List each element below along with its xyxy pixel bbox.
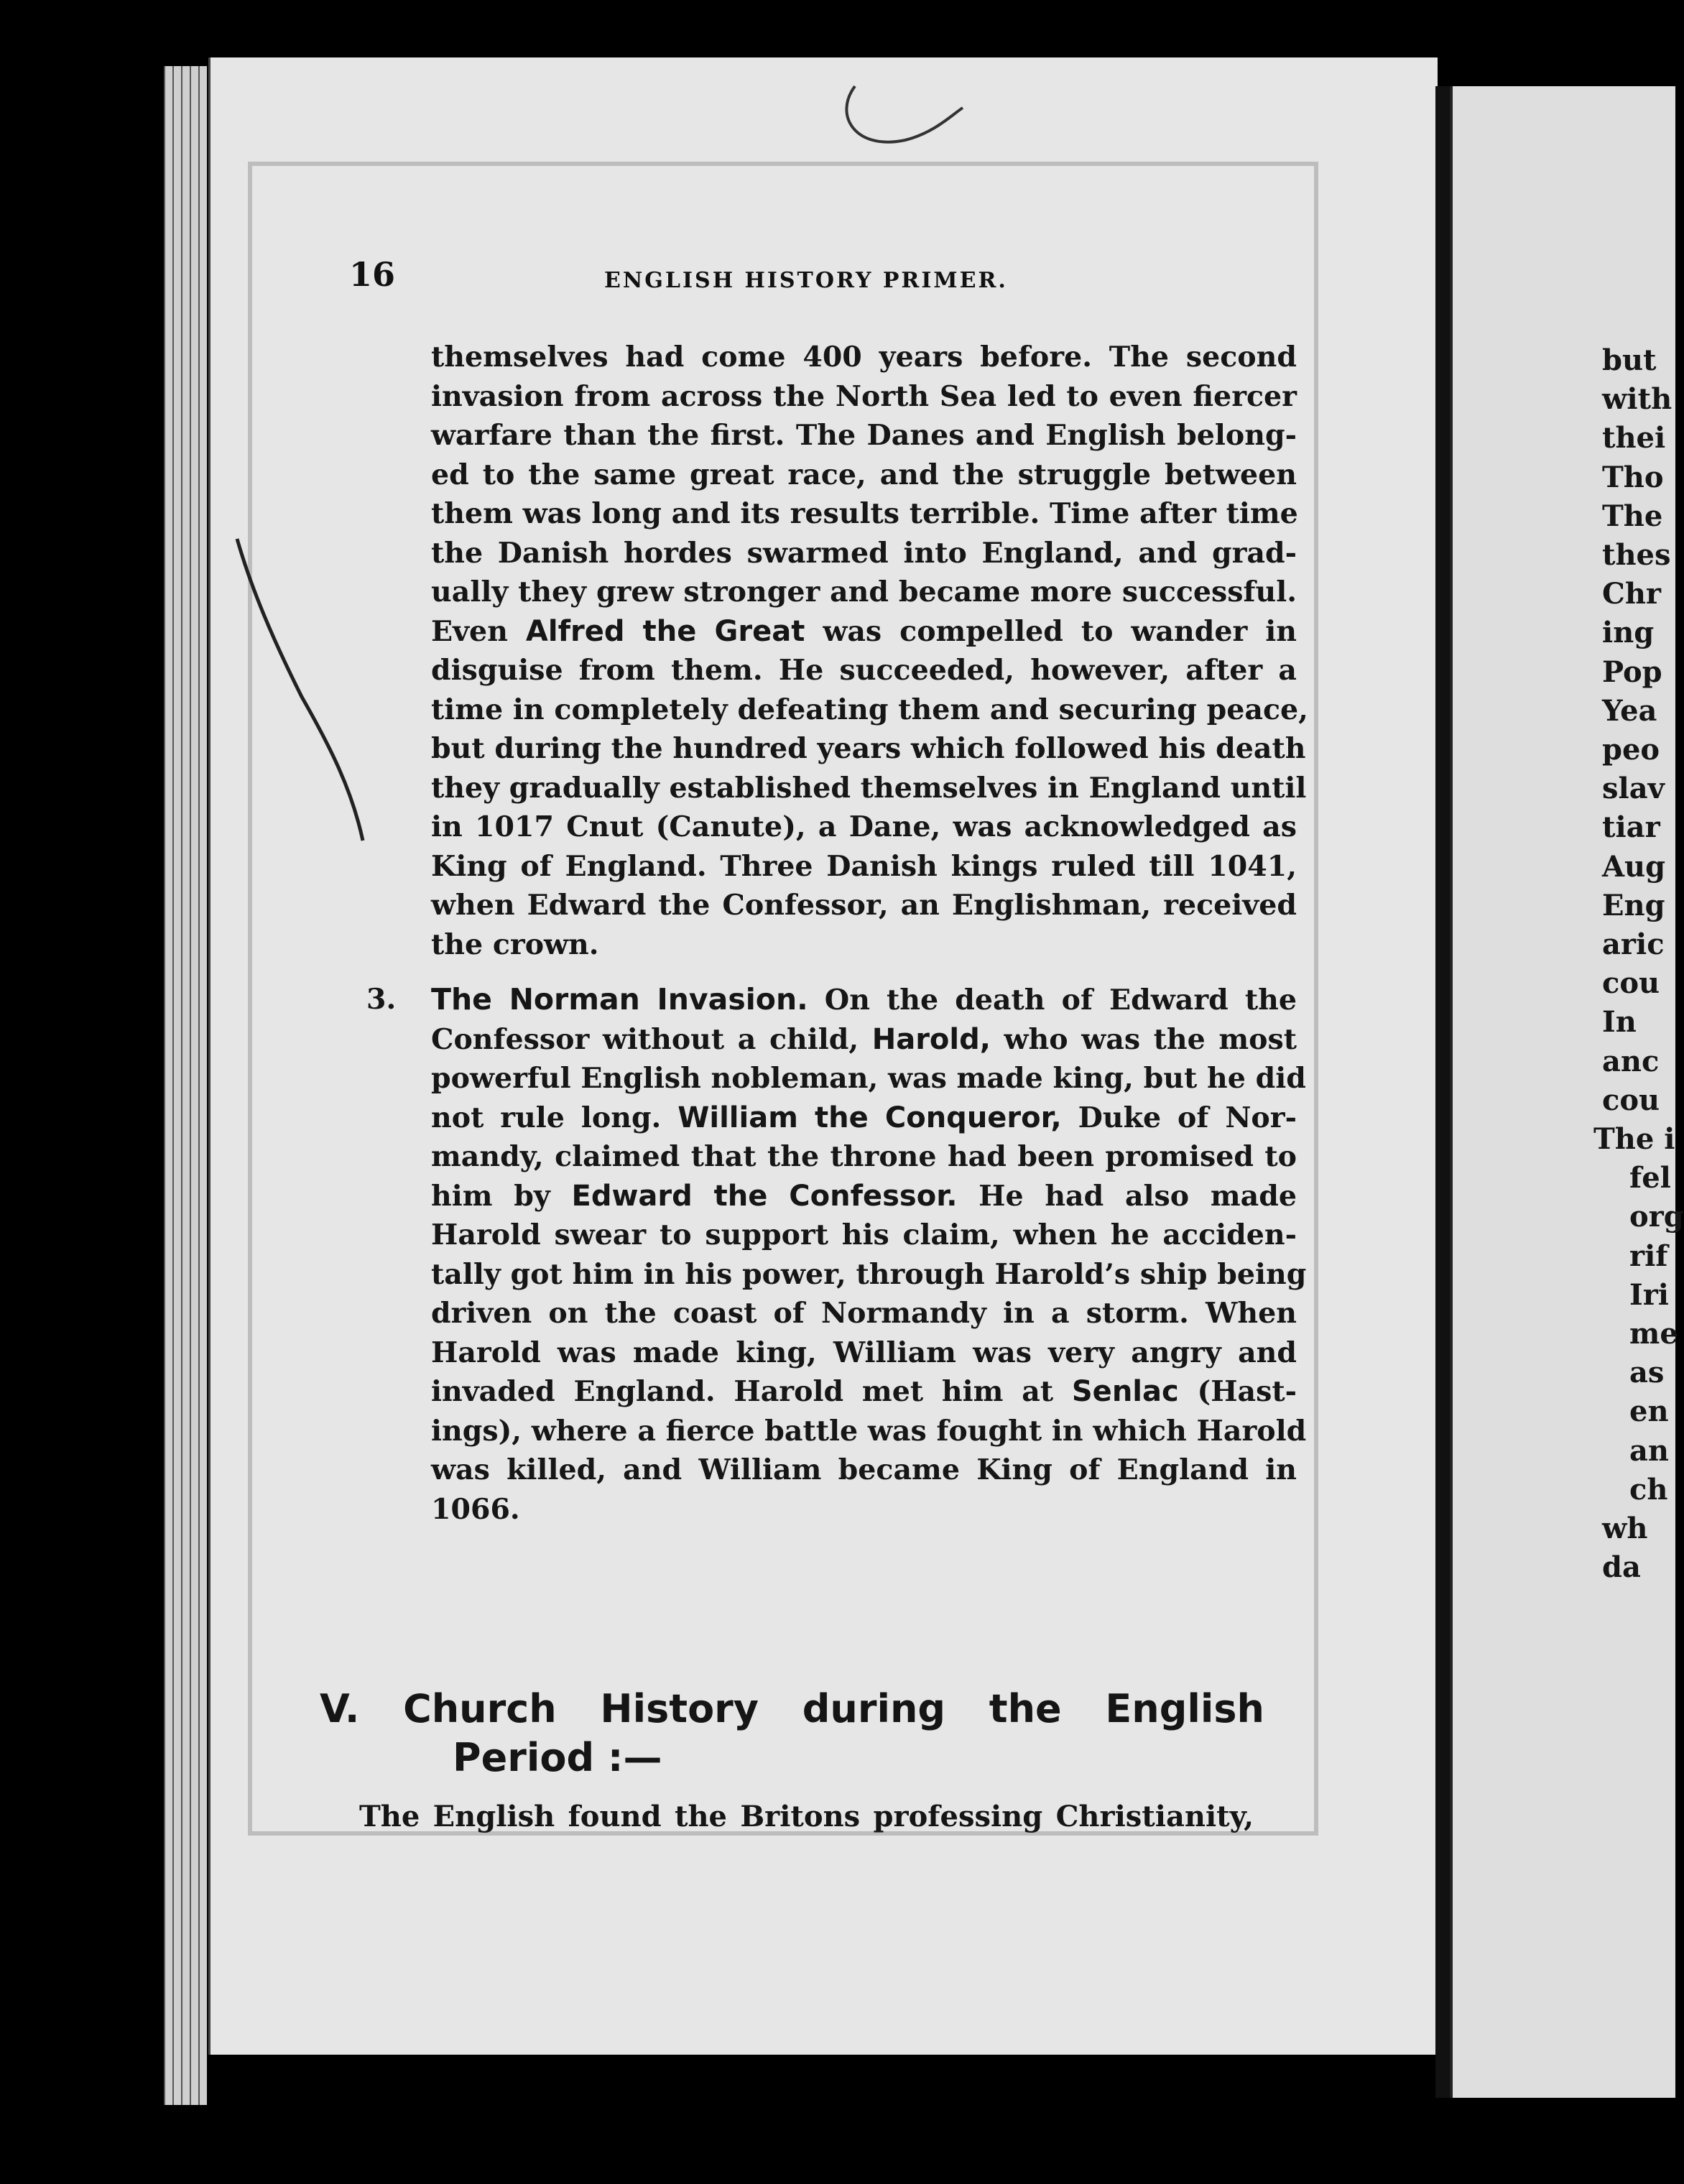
page-edge [198,66,207,2105]
right-page-fragment: cou [1602,966,1660,1001]
right-page-fragment: slav [1602,772,1665,806]
page-edge [172,66,181,2105]
emphasized-name: Harold, [871,1022,991,1056]
paragraph-line: time in completely defeating them and securing peace, [431,693,1308,726]
emphasized-name: Alfred the Great [525,614,805,648]
section-line: tally got him in his power, through Harold’s ship being [431,1257,1307,1291]
page-edge [164,66,172,2105]
right-page-text-fragments [1593,341,1684,1588]
section-line: Harold was made king, William was very angry and [431,1336,1297,1369]
paragraph-line: in 1017 Cnut (Canute), a Dane, was acknowledged as [431,810,1297,843]
section-line: him by Edward the Confessor. He had also made [431,1179,1297,1213]
page-number: 16 [349,255,396,294]
pencil-mark [826,72,970,151]
right-page-fragment: org [1629,1200,1684,1234]
section-number: 3. [366,983,397,1016]
heading-line-2: Period :— [453,1735,662,1780]
right-page-fragment: thes [1602,538,1671,573]
paragraph-line: when Edward the Confessor, an Englishman, received [431,889,1297,922]
right-page-fragment: wh [1602,1512,1648,1546]
section-norman-invasion-text [431,980,1307,1529]
page-edge [190,66,198,2105]
closing-line: The English found the Britons professing Christianity, [359,1800,1254,1833]
right-page-fragment: fel [1629,1161,1671,1195]
paragraph-line: the crown. [431,927,599,961]
right-page-fragment: en [1629,1394,1669,1429]
paragraph-line: Even Alfred the Great was compelled to wander in [431,614,1297,648]
section-line: Confessor without a child, Harold, who was the most [431,1022,1297,1056]
right-page-fragment: cou [1602,1083,1660,1117]
subsection-title: The Norman Invasion. [431,982,808,1017]
right-page-fragment: Chr [1602,577,1661,611]
section-heading-church-history [320,1685,1264,1782]
right-page-fragment: The i [1593,1122,1675,1157]
paragraph-line: disguise from them. He succeeded, however, after a [431,654,1297,687]
page-edge [181,66,190,2105]
book-gutter [1435,86,1450,2098]
right-page-fragment: Aug [1602,849,1666,884]
right-page-fragment: Pop [1602,654,1662,689]
section-line: 1066. [431,1492,520,1526]
right-page-fragment: but [1602,343,1657,377]
section-line: powerful English nobleman, was made king, but he did [431,1062,1306,1095]
right-page-fragment: Yea [1602,693,1657,728]
right-page-fragment: In [1602,1005,1637,1040]
section-line: ings), where a fierce battle was fought in which Harold [431,1414,1307,1448]
paragraph-line: ually they grew stronger and became more successful. [431,575,1297,609]
section-line: Harold swear to support his claim, when he acciden- [431,1218,1297,1251]
right-page-fragment: anc [1602,1044,1660,1078]
right-page-fragment: thei [1602,421,1666,455]
section-line: The Norman Invasion. On the death of Edward the [431,982,1297,1017]
body-text [366,338,1308,1529]
running-head: ENGLISH HISTORY PRIMER. [604,268,1008,293]
right-page-fragment: aric [1602,927,1665,962]
paragraph-line: invasion from across the North Sea led to even fiercer [431,379,1297,413]
section-line: was killed, and William became King of England in [431,1453,1297,1486]
paragraph-line: they gradually established themselves in England until [431,771,1307,805]
paragraph-danish-invasions [431,338,1308,964]
paragraph-line: themselves had come 400 years before. The second [431,341,1297,374]
emphasized-name: Edward the Confessor. [571,1179,958,1213]
right-page-fragment: Tho [1602,460,1664,494]
paragraph-line: King of England. Three Danish kings ruled till 1041, [431,849,1297,883]
right-page-fragment: me [1629,1317,1678,1351]
section-line: not rule long. William the Conqueror, Duke of Nor- [431,1101,1297,1134]
right-page-fragment: Eng [1602,888,1665,922]
paragraph-line: the Danish hordes swarmed into England, and grad- [431,536,1297,570]
section-line: invaded England. Harold met him at Senlac (Hast- [431,1375,1297,1408]
right-page-fragment: The [1602,499,1663,533]
right-page-fragment: ch [1629,1472,1668,1507]
right-page-fragment: tiar [1602,810,1660,845]
right-page-fragment: da [1602,1550,1641,1585]
right-page-fragment: with [1602,382,1673,417]
right-page-fragment: peo [1602,733,1660,767]
heading-line-1: V. Church History during the English [320,1686,1264,1731]
right-page-fragment: ing [1602,616,1655,650]
section-line: mandy, claimed that the throne had been promised to [431,1140,1297,1173]
paragraph-line: warfare than the first. The Danes and English belong- [431,419,1297,452]
paragraph-line: them was long and its results terrible. Time after time [431,497,1298,530]
emphasized-name: William the Conqueror, [677,1101,1062,1134]
section-norman-invasion [366,980,1307,1529]
emphasized-name: Senlac [1071,1375,1179,1408]
right-page-fragment: an [1629,1433,1669,1468]
right-page-fragment: rif [1629,1239,1668,1273]
right-page-fragment: as [1629,1356,1665,1390]
paragraph-line: ed to the same great race, and the struggle between [431,458,1297,491]
section-line: driven on the coast of Normandy in a storm. When [431,1297,1297,1330]
paragraph-line: but during the hundred years which followed his death [431,732,1306,765]
margin-pencil-stroke [230,532,374,848]
right-page-fragment: Iri [1629,1277,1669,1312]
